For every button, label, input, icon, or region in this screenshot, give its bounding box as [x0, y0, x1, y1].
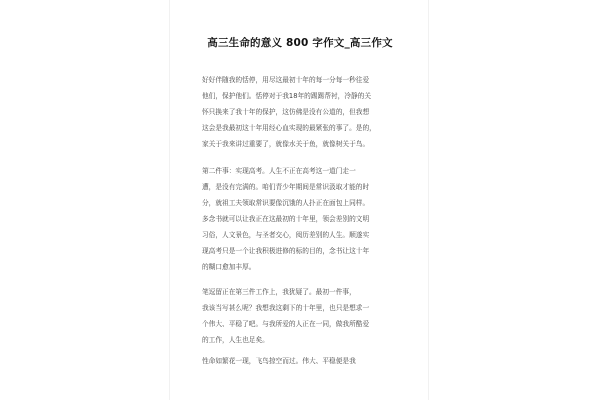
- paragraph-2: 第二件事：实现高考。人生不正在高考这一道门走一 遭，是没有完满的。咱们青少年期间是常识汲取才能的时 分，就祖工夫领取常识要像沉饿的人扑正在面包上同样。 多念书就可以让我正在这最初的十年里，领会差别的文明 习俗，人文景色，与圣者交心，阅历差别的人生。顺遂实 现高考只是一个让我积极进修的标的目的，念书让这十年 的糊口愈加丰厚。: [202, 167, 370, 271]
- paragraph-1: 好好伴随我的恬停，用尽这最初十年的每一分每一秒往爱 他们，保护他们。恬停对于我18年的踢踢帮衬，冷静的关 怀只换来了我十年的保护，这仿佛是没有公道的，但我想 这会是我最初这十年用经心血实现的最紧张的事了。是的， 家关于我来讲过重要了，就像水关于鱼，就像树关于鸟。: [202, 76, 376, 148]
- paragraph-4: 性命如繁花一现，飞鸟掠空而过。伟大、平稳便是我: [202, 357, 356, 365]
- paragraph-3: 笔逗留正在第三件工作上，我犹疑了。最初一件事， 我该当写甚么呢？我想我这剩下的十年里，也只是想求一 个伟大、平稳了吧。与我所爱的人正在一同，做我所酷爱 的工作，人生也足矣。: [202, 288, 370, 344]
- document-title: 高三生命的意义 800 字作文_高三作文: [207, 37, 393, 49]
